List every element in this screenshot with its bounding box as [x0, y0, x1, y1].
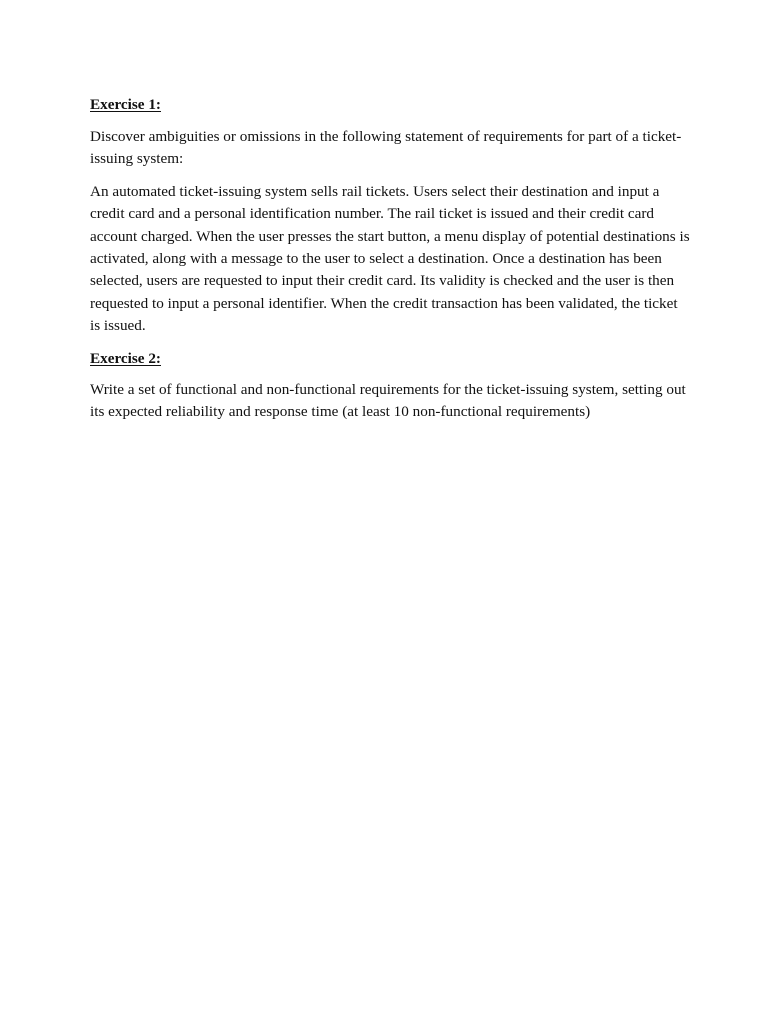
exercise-2-heading: Exercise 2:: [90, 349, 161, 367]
exercise-1-heading: Exercise 1:: [90, 96, 161, 113]
exercise-2-body: Write a set of functional and non-functional requirements for the ticket-issuing system, setting out its expected reliability and response time (at least 10 non-functional requirements): [90, 380, 686, 421]
exercise-1-requirements-statement: An automated ticket-issuing system sells rail tickets. Users select their destination and input a credit card and a personal identification number. The rail ticket is issued and their credit card account charged. When the user presses the start button, a menu display of potential destinations is activated, along with a message to the user to select a destination. Once a destination has been selected, users are requested to input their credit card. Its validity is checked and the user is then requested to input a personal identifier. When the credit transaction has been validated, the ticket is issued.: [90, 182, 690, 335]
document-page: [90, 94, 690, 423]
exercise-1-intro: Discover ambiguities or omissions in the following statement of requirements for part of a ticket-issuing system:: [90, 128, 682, 168]
